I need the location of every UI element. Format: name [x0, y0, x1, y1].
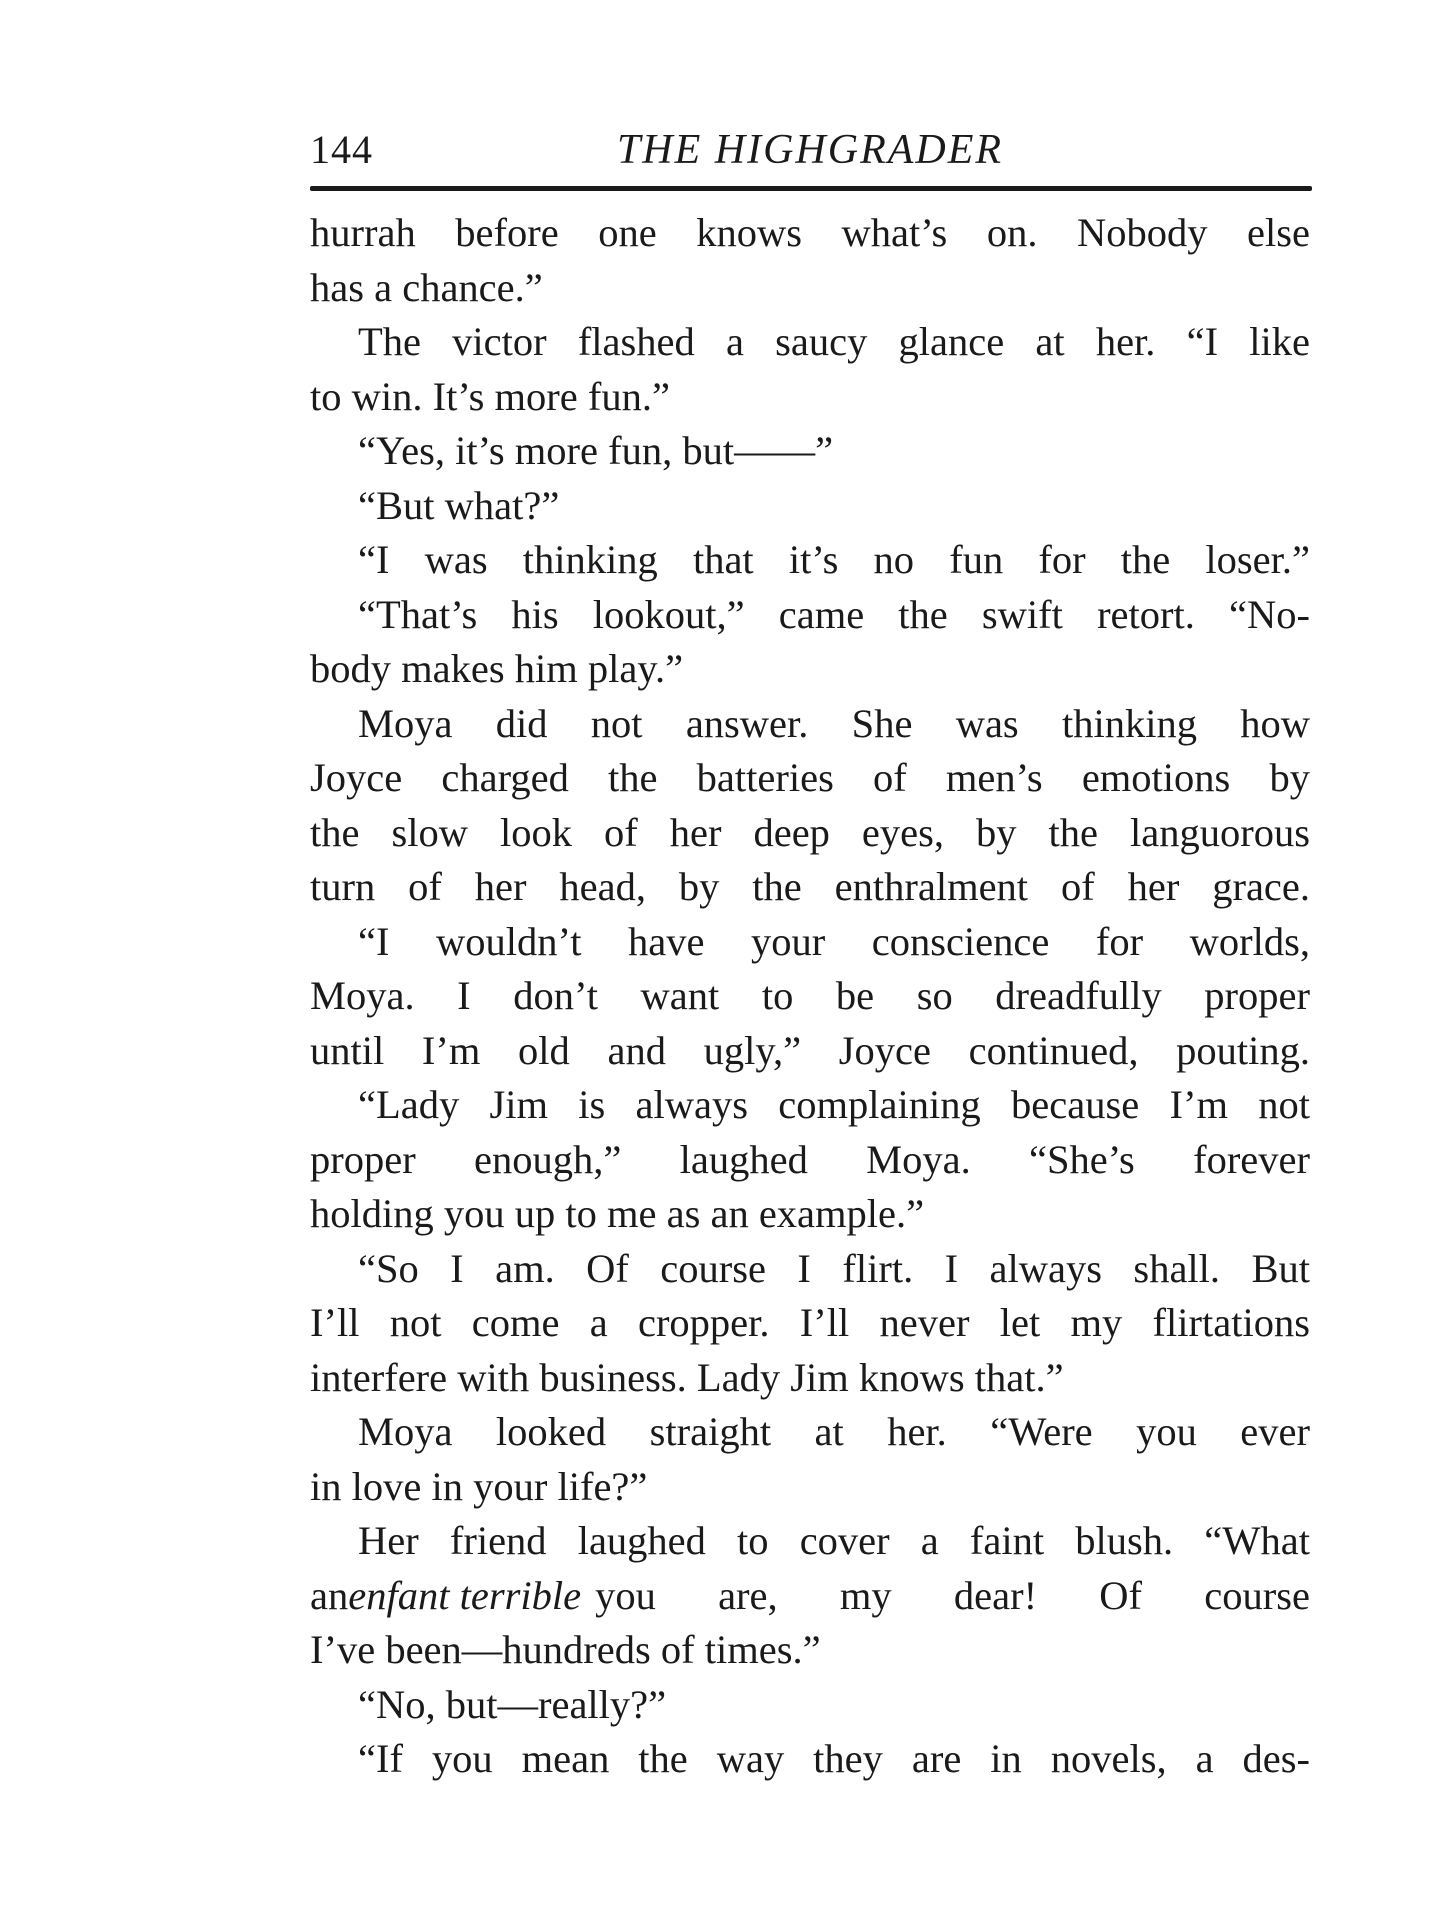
- text-line: “I was thinking that it’s no fun for the loser.”: [358, 537, 1310, 582]
- text-line: has a chance.”: [310, 264, 543, 310]
- text-line: to win. It’s more fun.”: [310, 373, 670, 419]
- text-line: hurrah before one knows what’s on. Nobody else: [310, 210, 1310, 255]
- text-line: Moya looked straight at her. “Were you ever: [358, 1409, 1310, 1454]
- text-line: body makes him play.”: [310, 646, 684, 691]
- text-line: “I wouldn’t have your conscience for worlds,: [358, 918, 1310, 964]
- text-line: “If you mean the way they are in novels, a des-: [358, 1736, 1310, 1781]
- text-line: “So I am. Of course I flirt. I always shall. But: [358, 1245, 1310, 1291]
- text-line: I’ll not come a cropper. I’ll never let my flirtations: [310, 1300, 1310, 1345]
- text-line: until I’m old and ugly,” Joyce continued, pouting.: [310, 1027, 1310, 1073]
- text-line: “Lady Jim is always complaining because I’m not: [358, 1082, 1310, 1127]
- text-line: Her friend laughed to cover a faint blush. “What: [358, 1518, 1310, 1563]
- text-line: Moya did not answer. She was thinking how: [358, 700, 1310, 746]
- text-line: “Yes, it’s more fun, but——”: [358, 428, 834, 473]
- text-line: Joyce charged the batteries of men’s emotions by: [310, 755, 1310, 800]
- text-fragment: you are, my dear! Of course: [595, 1572, 1310, 1618]
- text-fragment: an: [310, 1572, 349, 1618]
- text-line: “No, but—really?”: [358, 1681, 667, 1727]
- header-rule: [310, 186, 1312, 191]
- text-line: holding you up to me as an example.”: [310, 1191, 925, 1236]
- page-number: 144: [310, 127, 373, 172]
- text-line-mixed: [310, 1569, 1310, 1624]
- text-line: “That’s his lookout,” came the swift retort. “No-: [358, 591, 1310, 637]
- text-line: turn of her head, by the enthralment of her grace.: [310, 864, 1310, 909]
- text-line: I’ve been—hundreds of times.”: [310, 1627, 821, 1672]
- text-line: The victor flashed a saucy glance at her. “I like: [358, 319, 1310, 364]
- text-line: “But what?”: [358, 482, 560, 528]
- page-header: [310, 120, 1310, 184]
- running-head: THE HIGHGRADER: [616, 127, 1004, 173]
- text-line: interfere with business. Lady Jim knows that.”: [310, 1354, 1064, 1400]
- text-line: the slow look of her deep eyes, by the languorous: [310, 809, 1310, 855]
- body-text: [310, 206, 1310, 1787]
- italic-phrase: enfant terrible: [348, 1572, 582, 1618]
- text-line: in love in your life?”: [310, 1463, 648, 1509]
- text-line: proper enough,” laughed Moya. “She’s forever: [310, 1136, 1310, 1182]
- text-line: Moya. I don’t want to be so dreadfully proper: [310, 973, 1310, 1018]
